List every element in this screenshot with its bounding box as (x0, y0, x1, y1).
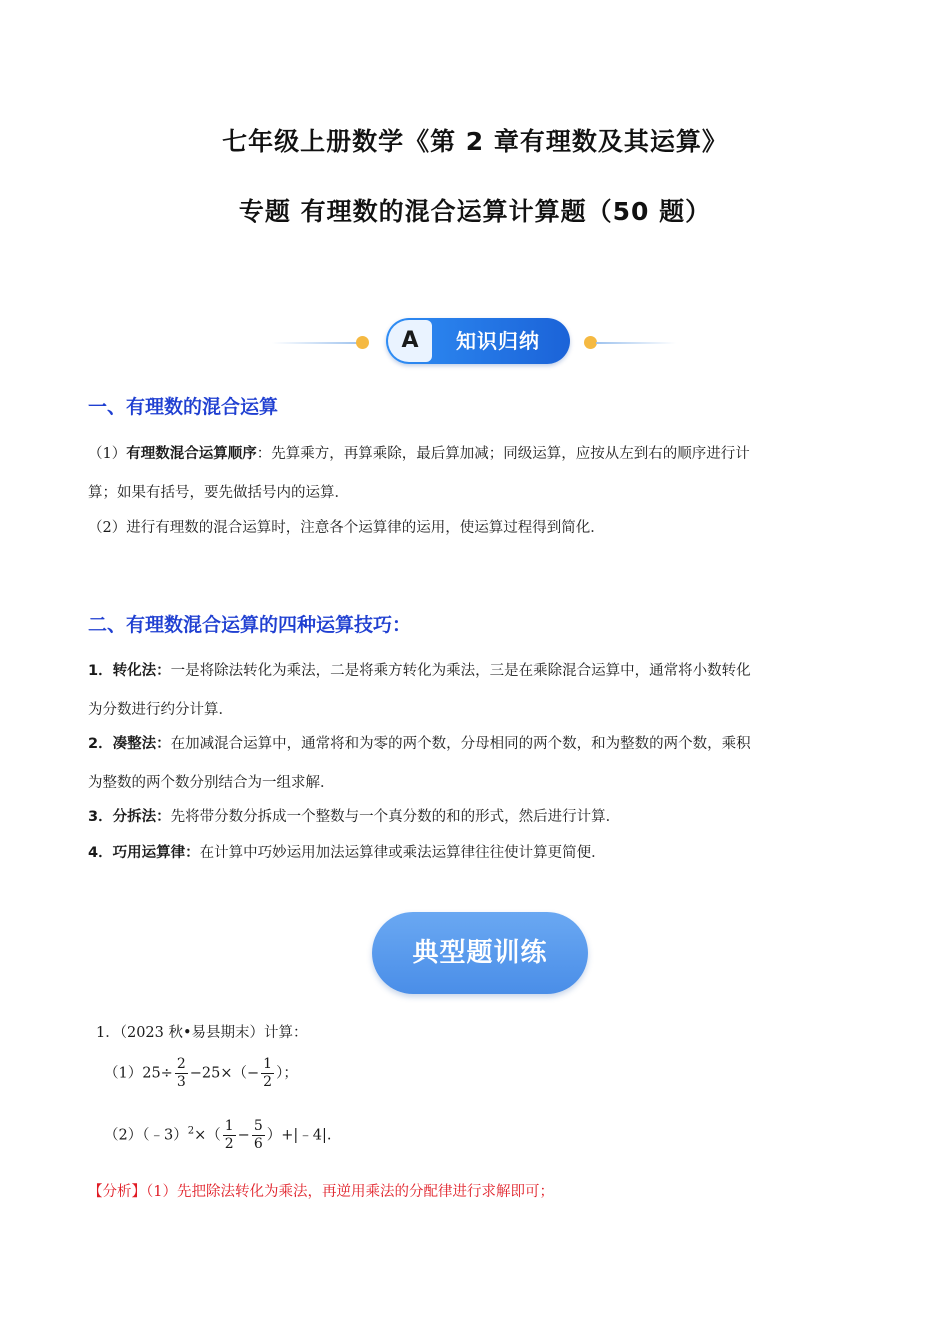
exponent: 2 (187, 1125, 195, 1137)
fraction (175, 1056, 188, 1091)
technique-item-3 (88, 807, 870, 827)
expr-text: （1）25÷ (104, 1065, 173, 1082)
expr-text: ）； (276, 1065, 298, 1082)
expr-text: −25×（− (189, 1065, 260, 1082)
fraction (252, 1118, 265, 1153)
problem-1-intro: 1．（2023 秋•易县期末）计算： (96, 1025, 308, 1041)
expr-text: （2）（﹣3） (104, 1127, 188, 1144)
section-heading-mixed-operations: 一、有理数的混合运算 (88, 396, 279, 418)
banner-left-dot (356, 336, 369, 349)
technique-text: 在计算中巧妙运用加法运算律或乘法运算律往往使计算更简便． (199, 845, 606, 861)
technique-number: 4． (88, 845, 113, 861)
document-title: 七年级上册数学《第 2 章有理数及其运算》 (222, 127, 728, 156)
technique-term: 分拆法： (112, 809, 171, 825)
rule-order-term: 有理数混合运算顺序 (126, 446, 257, 462)
expr-text: ×（ (194, 1127, 221, 1144)
technique-number: 1． (88, 663, 113, 679)
technique-item-1-continuation: 为分数进行约分计算． (88, 702, 233, 718)
technique-number: 3． (88, 809, 113, 825)
banner-label: 知识归纳 (456, 329, 540, 353)
fraction (223, 1118, 236, 1153)
rule-order-paragraph (88, 444, 870, 464)
technique-text: 在加减混合运算中，通常将和为零的两个数，分母相同的两个数，和为整数的两个数，乘积 (170, 736, 751, 752)
numerator: 1 (263, 1056, 273, 1072)
banner-right-line (596, 342, 676, 344)
numerator: 1 (224, 1118, 234, 1134)
rule-order-prefix: （1） (88, 446, 127, 462)
technique-term: 凑整法： (112, 736, 171, 752)
problem-1-part-1 (104, 1056, 298, 1091)
numerator: 2 (176, 1056, 186, 1072)
banner-left-line (272, 342, 360, 344)
rule-order-text: ：先算乘方，再算乘除，最后算加减；同级运算，应按从左到右的顺序进行计 (256, 446, 750, 462)
document-subtitle: 专题 有理数的混合运算计算题（50 题） (238, 197, 712, 226)
expr-text: ）+|﹣4|. (266, 1127, 332, 1144)
technique-number: 2． (88, 736, 113, 752)
technique-item-2-continuation: 为整数的两个数分别结合为一组求解． (88, 775, 335, 791)
problem-1-part-2 (104, 1118, 332, 1153)
minus-sign: − (237, 1127, 250, 1144)
fraction (261, 1056, 274, 1091)
numerator: 5 (253, 1118, 263, 1134)
analysis-note: 【分析】（1）先把除法转化为乘法，再逆用乘法的分配律进行求解即可； (88, 1184, 554, 1200)
technique-item-1 (88, 661, 870, 681)
technique-text: 先将带分数分拆成一个整数与一个真分数的和的形式，然后进行计算． (170, 809, 621, 825)
denominator: 3 (176, 1074, 186, 1090)
section-heading-four-techniques: 二、有理数混合运算的四种运算技巧： (88, 614, 412, 636)
technique-text: 一是将除法转化为乘法，二是将乘方转化为乘法，三是在乘除混合运算中，通常将小数转化 (170, 663, 751, 679)
banner-letter-badge: A (388, 320, 432, 362)
denominator: 2 (224, 1136, 234, 1152)
technique-item-4 (88, 843, 870, 863)
typical-problems-button[interactable]: 典型题训练 (372, 912, 588, 994)
rule-laws-paragraph: （2）进行有理数的混合运算时，注意各个运算律的运用，使运算过程得到简化． (88, 520, 605, 536)
rule-order-continuation: 算；如果有括号，要先做括号内的运算． (88, 485, 349, 501)
technique-term: 巧用运算律： (112, 845, 200, 861)
denominator: 2 (263, 1074, 273, 1090)
technique-term: 转化法： (112, 663, 171, 679)
denominator: 6 (253, 1136, 263, 1152)
technique-item-2 (88, 734, 870, 754)
